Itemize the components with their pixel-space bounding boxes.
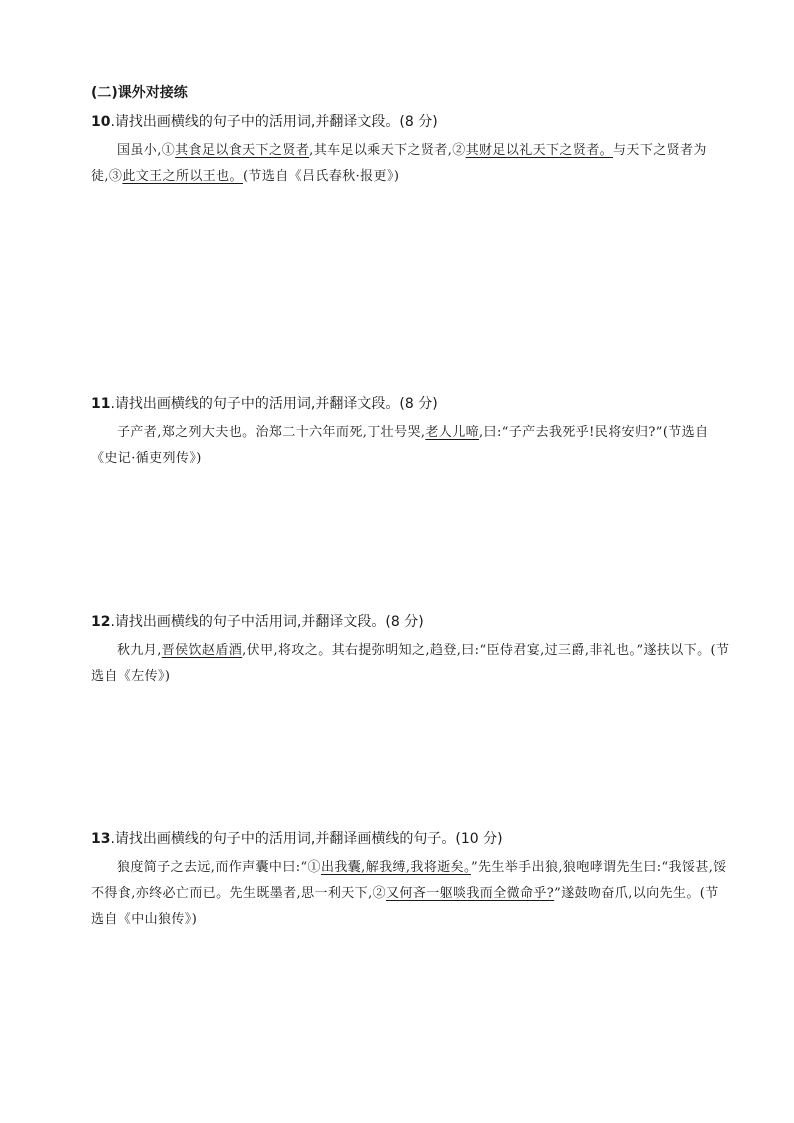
- passage-segment: 秋九月,: [117, 643, 162, 658]
- question-13: [91, 829, 731, 933]
- passage-segment: 子产者,郑之列大夫也。治郑二十六年而死,丁壮号哭,: [117, 425, 426, 440]
- underlined-sentence: 晋侯饮赵盾酒: [161, 643, 243, 658]
- passage-segment: 国虽小,①: [117, 143, 176, 158]
- passage-segment: 狼度简子之去远,而作声囊中曰:“①: [117, 860, 321, 875]
- question-heading: [91, 112, 731, 132]
- underlined-sentence: 此文王之所以王也。: [122, 169, 243, 184]
- underlined-sentence: 其食足以食天下之贤者: [175, 143, 310, 158]
- underlined-sentence: 出我囊,解我缚,我将逝矣。: [320, 860, 471, 875]
- section-title: (二)课外对接练: [91, 85, 188, 101]
- question-12: [91, 612, 731, 690]
- passage-text: [91, 138, 731, 190]
- passage-text: [91, 855, 731, 933]
- question-number: 10: [91, 114, 111, 130]
- question-number: 11: [91, 396, 111, 412]
- question-11: [91, 394, 731, 472]
- question-number: 12: [91, 614, 111, 630]
- underlined-sentence: 其财足以礼天下之贤者。: [465, 143, 614, 158]
- question-prompt: .请找出画横线的句子中活用词,并翻译文段。(8 分): [110, 614, 424, 630]
- question-prompt: .请找出画横线的句子中的活用词,并翻译画横线的句子。(10 分): [110, 831, 503, 847]
- passage-text: [91, 420, 731, 472]
- question-heading: [91, 829, 731, 849]
- underlined-sentence: 又何吝一躯啖我而全微命乎?: [386, 886, 555, 901]
- passage-segment: ”遂鼓吻奋爪,以向先生。(节选自《中山狼传》): [91, 886, 719, 927]
- passage-segment: ,伏甲,将攻之。其右提弥明知之,趋登,曰:“臣侍君宴,过三爵,非礼也。”遂扶以下。(节选自《左传》): [91, 643, 730, 684]
- question-heading: [91, 612, 731, 632]
- passage-segment: ”先生举手出狼,狼咆哮谓先生曰:“我馁甚,馁不得食,亦终必亡而已。先生既墨者,思一利天下,②: [91, 860, 727, 901]
- underlined-sentence: 老人儿啼: [425, 425, 480, 440]
- question-prompt: .请找出画横线的句子中的活用词,并翻译文段。(8 分): [110, 396, 438, 412]
- question-heading: [91, 394, 731, 414]
- passage-text: [91, 638, 731, 690]
- question-10: [91, 112, 731, 190]
- question-prompt: .请找出画横线的句子中的活用词,并翻译文段。(8 分): [110, 114, 438, 130]
- passage-segment: 与天下之贤者为徒,③: [91, 143, 707, 184]
- passage-segment: ,其车足以乘天下之贤者,②: [309, 143, 466, 158]
- passage-segment: (节选自《吕氏春秋·报更》): [242, 169, 400, 184]
- question-number: 13: [91, 831, 111, 847]
- passage-segment: ,曰:“子产去我死乎!民将安归?”(节选自《史记·循吏列传》): [91, 425, 709, 466]
